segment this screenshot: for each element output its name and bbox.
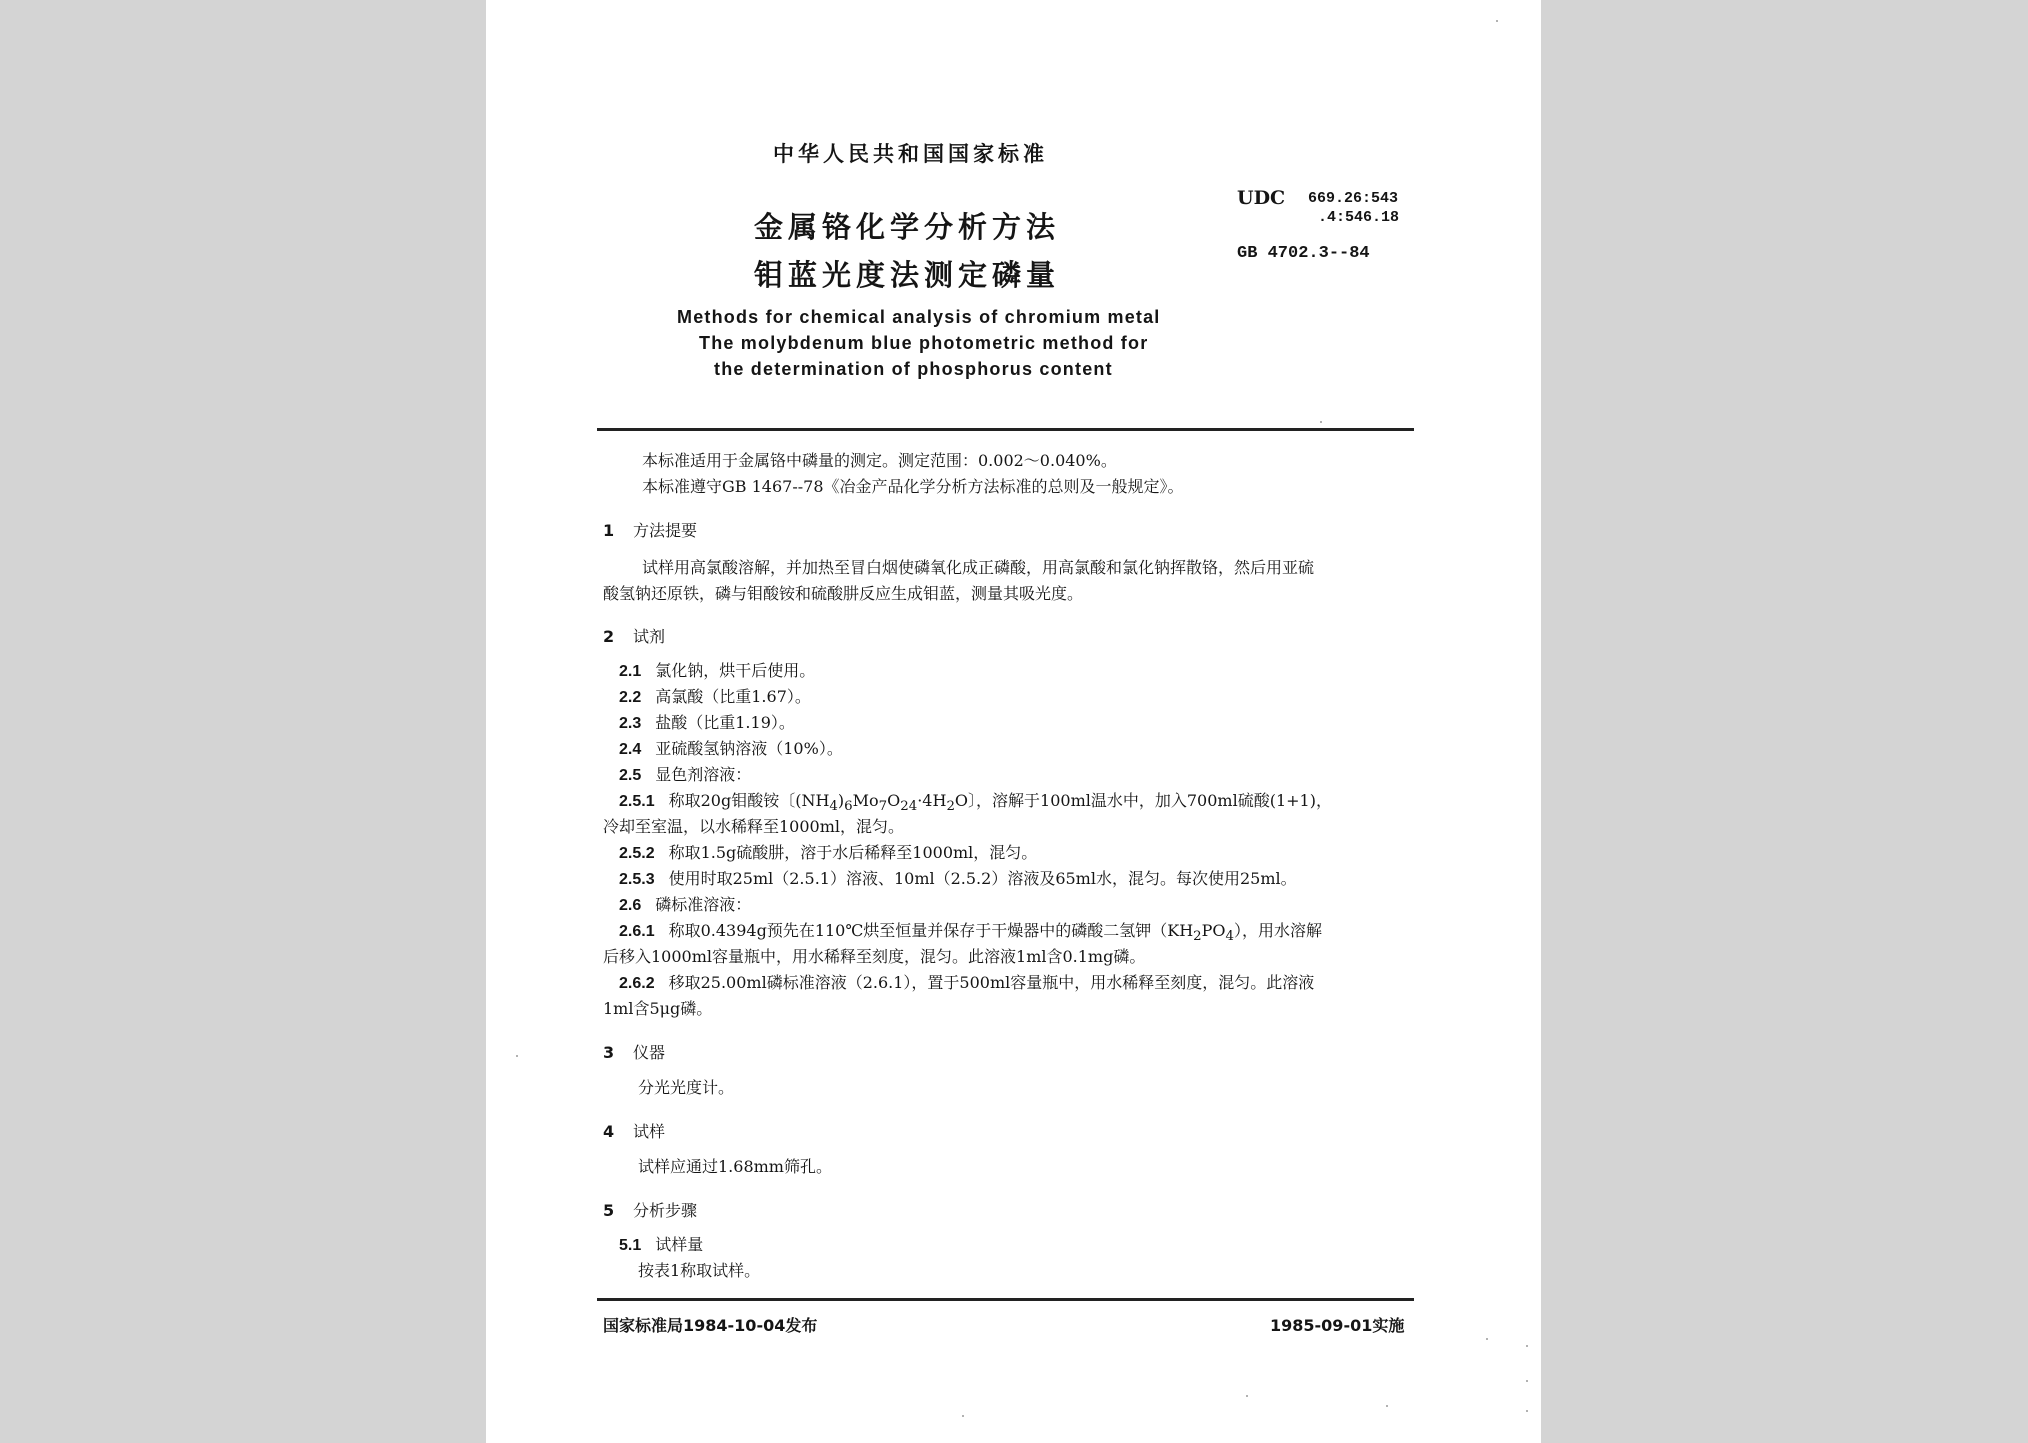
scan-speck — [1486, 1338, 1488, 1340]
clause-2-1 — [619, 661, 815, 682]
clause-number: 2.3 — [619, 715, 642, 732]
section-number: 3 — [603, 1043, 615, 1062]
gb-code: GB 4702.3--84 — [1237, 244, 1370, 263]
clause-text: Mo — [852, 791, 879, 810]
clause-text: 亚硫酸氢钠溶液（10%）。 — [655, 739, 843, 758]
clause-text: ) — [837, 791, 845, 810]
title-cn-line2: 钼蓝光度法测定磷量 — [754, 258, 1061, 292]
clause-number: 2.5.1 — [619, 793, 655, 810]
section-2-heading — [603, 624, 665, 647]
clause-text: 移取25.00ml磷标准溶液（2.6.1），置于500ml容量瓶中，用水稀释至刻度，混匀。此溶液 — [668, 973, 1315, 992]
clause-text: 称取1.5g硫酸肼，溶于水后稀释至1000ml，混匀。 — [668, 843, 1038, 862]
subscript: 6 — [844, 799, 853, 815]
clause-text: O — [887, 791, 901, 810]
scan-speck — [1386, 1405, 1388, 1407]
section-number: 5 — [603, 1201, 615, 1220]
clause-2-3 — [619, 713, 795, 734]
clause-2-6-2 — [619, 973, 1314, 994]
scan-speck — [1526, 1410, 1528, 1412]
title-en-line1: Methods for chemical analysis of chromium metal — [677, 307, 1161, 327]
subscript: 24 — [900, 799, 918, 815]
section-4-text: 试样应通过1.68mm筛孔。 — [638, 1157, 832, 1176]
section-number: 4 — [603, 1122, 615, 1141]
clause-2-6 — [619, 895, 751, 916]
scope-statement: 本标准适用于金属铬中磷量的测定。测定范围：0.002～0.040%。 — [642, 451, 1117, 470]
subscript: 2 — [1193, 929, 1202, 945]
clause-number: 2.4 — [619, 741, 642, 758]
section-1-text-line2: 酸氢钠还原铁，磷与钼酸铵和硫酸肼反应生成钼蓝，测量其吸光度。 — [603, 584, 1084, 603]
clause-text: O〕，溶解于100ml温水中，加入700ml硫酸(1+1)， — [954, 791, 1332, 810]
clause-text: 称取20g钼酸铵〔(NH — [668, 791, 830, 810]
clause-text: 磷标准溶液： — [655, 895, 752, 914]
section-5-heading — [603, 1198, 697, 1221]
clause-5-1 — [619, 1235, 703, 1256]
issue-date: 国家标准局1984-10-04发布 — [603, 1316, 818, 1335]
section-number: 2 — [603, 627, 615, 646]
scan-speck — [962, 1415, 964, 1417]
clause-number: 2.6.2 — [619, 975, 655, 992]
clause-2-5-2 — [619, 843, 1037, 864]
subscript: 2 — [946, 799, 955, 815]
clause-number: 2.5.3 — [619, 871, 655, 888]
national-standard-heading: 中华人民共和国国家标准 — [773, 142, 1048, 166]
clause-2-6-1-line2: 后移入1000ml容量瓶中，用水稀释至刻度，混匀。此溶液1ml含0.1mg磷。 — [603, 947, 1146, 966]
clause-2-5 — [619, 765, 751, 786]
clause-number: 2.5.2 — [619, 845, 655, 862]
title-en-line2: The molybdenum blue photometric method for — [699, 333, 1149, 353]
clause-2-6-2-line2: 1ml含5μg磷。 — [603, 999, 713, 1018]
scan-speck — [1320, 421, 1322, 423]
scan-speck — [1246, 1395, 1248, 1397]
section-4-heading — [603, 1119, 665, 1142]
clause-text: 高氯酸（比重1.67）。 — [655, 687, 811, 706]
clause-text: 盐酸（比重1.19）。 — [655, 713, 795, 732]
clause-2-5-1-line2: 冷却至室温，以水稀释至1000ml，混匀。 — [603, 817, 905, 836]
section-number: 1 — [603, 521, 615, 540]
clause-number: 2.6 — [619, 897, 642, 914]
section-3-text: 分光光度计。 — [638, 1078, 735, 1097]
scan-speck — [1526, 1345, 1528, 1347]
effective-date: 1985-09-01实施 — [1270, 1316, 1405, 1335]
section-3-heading — [603, 1040, 665, 1063]
clause-text: 使用时取25ml（2.5.1）溶液、10ml（2.5.2）溶液及65ml水，混匀。每次使用25ml。 — [668, 869, 1297, 888]
clause-5-1-text: 按表1称取试样。 — [638, 1261, 761, 1280]
compliance-statement: 本标准遵守GB 1467--78《冶金产品化学分析方法标准的总则及一般规定》。 — [642, 477, 1184, 496]
clause-text: 显色剂溶液： — [655, 765, 752, 784]
top-divider — [597, 428, 1414, 431]
clause-number: 5.1 — [619, 1237, 642, 1254]
clause-2-5-3 — [619, 869, 1297, 890]
clause-number: 2.1 — [619, 663, 642, 680]
clause-text: ），用水溶解 — [1234, 921, 1323, 940]
subscript: 7 — [878, 799, 888, 815]
clause-2-4 — [619, 739, 843, 760]
section-title: 方法提要 — [633, 521, 698, 540]
clause-number: 2.5 — [619, 767, 642, 784]
bottom-divider — [597, 1298, 1414, 1301]
clause-number: 2.6.1 — [619, 923, 655, 940]
scan-speck — [1526, 1380, 1528, 1382]
title-en-line3: the determination of phosphorus content — [714, 359, 1113, 379]
section-1-text-line1: 试样用高氯酸溶解，并加热至冒白烟使磷氧化成正磷酸，用高氯酸和氯化钠挥散铬，然后用亚硫 — [642, 558, 1315, 577]
scan-speck — [516, 1055, 518, 1057]
clause-text: 试样量 — [655, 1235, 704, 1254]
section-title: 分析步骤 — [633, 1201, 698, 1220]
clause-2-2 — [619, 687, 811, 708]
title-cn-line1: 金属铬化学分析方法 — [754, 210, 1061, 244]
section-title: 仪器 — [633, 1043, 666, 1062]
udc-code-line2: .4:546.18 — [1318, 209, 1400, 226]
section-1-heading — [603, 518, 697, 541]
clause-text: ·4H — [917, 791, 947, 810]
section-title: 试剂 — [633, 627, 666, 646]
clause-2-5-1 — [619, 791, 1332, 817]
udc-label: UDC — [1237, 187, 1286, 209]
document-page — [486, 0, 1541, 1443]
clause-number: 2.2 — [619, 689, 642, 706]
clause-text: 氯化钠，烘干后使用。 — [655, 661, 816, 680]
scan-speck — [1496, 20, 1498, 22]
subscript: 4 — [829, 799, 838, 815]
clause-text: PO — [1201, 921, 1226, 940]
subscript: 4 — [1225, 929, 1235, 945]
section-title: 试样 — [633, 1122, 666, 1141]
udc-code-line1: 669.26:543 — [1308, 190, 1399, 207]
clause-2-6-1 — [619, 921, 1322, 947]
clause-text: 称取0.4394g预先在110℃烘至恒量并保存于干燥器中的磷酸二氢钾（KH — [668, 921, 1194, 940]
